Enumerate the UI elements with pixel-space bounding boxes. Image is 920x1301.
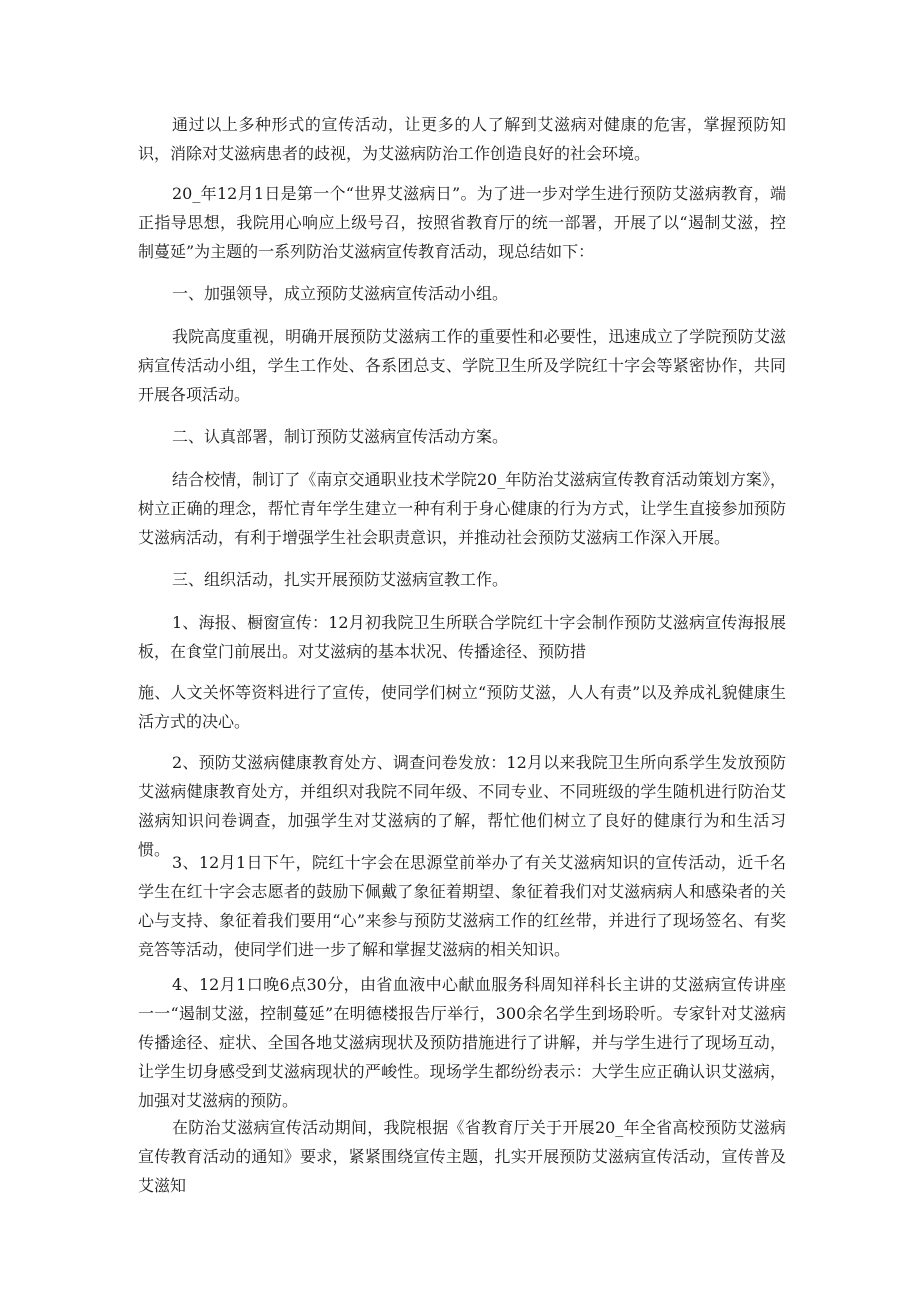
paragraph-world-aids-day: 20_年12月1日是第一个“世界艾滋病日”。为了进一步对学生进行预防艾滋病教育，端正指导思想，我院用心响应上级号召，按照省教育厅的统一部署，开展了以“遏制艾滋，控制蔓延”为主题的一系列防治艾滋病宣传教育活动，现总结如下：	[138, 184, 786, 261]
section-heading-2: 二、认真部署，制订预防艾滋病宣传活动方案。	[172, 427, 509, 446]
paragraph-red-cross-event: 3、12月1日下午，院红十字会在思源堂前举办了有关艾滋病知识的宣传活动，近千名学生在红十字会志愿者的鼓励下佩戴了象征着期望、象征着我们对艾滋病病人和感染者的关心与支持、象征着我们要用“心”来参与预防艾滋病工作的红丝带，并进行了现场签名、有奖竞答等活动，使同学们进一步了解和掌握艾滋病的相关知识。	[138, 853, 786, 959]
paragraph-publicity-summary: 通过以上多种形式的宣传活动，让更多的人了解到艾滋病对健康的危害，掌握预防知识，消除对艾滋病患者的歧视，为艾滋病防治工作创造良好的社会环境。	[138, 115, 786, 163]
section-heading-3: 三、组织活动，扎实开展预防艾滋病宣教工作。	[172, 570, 509, 589]
paragraph-leadership-group: 我院高度重视，明确开展预防艾滋病工作的重要性和必要性，迅速成立了学院预防艾滋病宣传活动小组，学生工作处、各系团总支、学院卫生所及学院红十字会等紧密协作，共同开展各项活动。	[138, 327, 786, 404]
paragraph-poster-publicity: 1、海报、橱窗宣传：12月初我院卫生所联合学院红十字会制作预防艾滋病宣传海报展板，在食堂门前展出。对艾滋病的基本状况、传播途径、预防措	[138, 613, 786, 661]
paragraph-campaign-period: 在防治艾滋病宣传活动期间，我院根据《省教育厅关于开展20_年全省高校预防艾滋病宣传教育活动的通知》要求，紧紧围绕宣传主题，扎实开展预防艾滋病宣传活动，宣传普及艾滋知	[138, 1118, 786, 1195]
paragraph-poster-continued: 施、人文关怀等资料进行了宣传，使同学们树立“预防艾滋，人人有责”以及养成礼貌健康生活方式的决心。	[138, 683, 786, 731]
paragraph-activity-plan: 结合校情，制订了《南京交通职业技术学院20_年防治艾滋病宣传教育活动策划方案》，树立正确的理念，帮忙青年学生建立一种有利于身心健康的行为方式，让学生直接参加预防艾滋病活动，有利于增强学生社会职责意识，并推动社会预防艾滋病工作深入开展。	[138, 470, 786, 547]
paragraph-health-prescription: 2、预防艾滋病健康教育处方、调查问卷发放：12月以来我院卫生所向系学生发放预防艾滋病健康教育处方，并组织对我院不同年级、不同专业、不同班级的学生随机进行防治艾滋病知识问卷调查，加强学生对艾滋病的了解，帮忙他们树立了良好的健康行为和生活习惯。	[138, 753, 786, 859]
paragraph-lecture: 4、12月1口晚6点30分，由省血液中心献血服务科周知祥科长主讲的艾滋病宣传讲座一一“遏制艾滋，控制蔓延”在明德楼报告厅举行，300余名学生到场聆听。专家针对艾滋病传播途径、症状、全国各地艾滋病现状及预防措施进行了讲解，并与学生进行了现场互动，让学生切身感受到艾滋病现状的严峻性。现场学生都纷纷表示：大学生应正确认识艾滋病，加强对艾滋病的预防。	[138, 975, 786, 1110]
section-heading-1: 一、加强领导，成立预防艾滋病宣传活动小组。	[172, 284, 509, 303]
